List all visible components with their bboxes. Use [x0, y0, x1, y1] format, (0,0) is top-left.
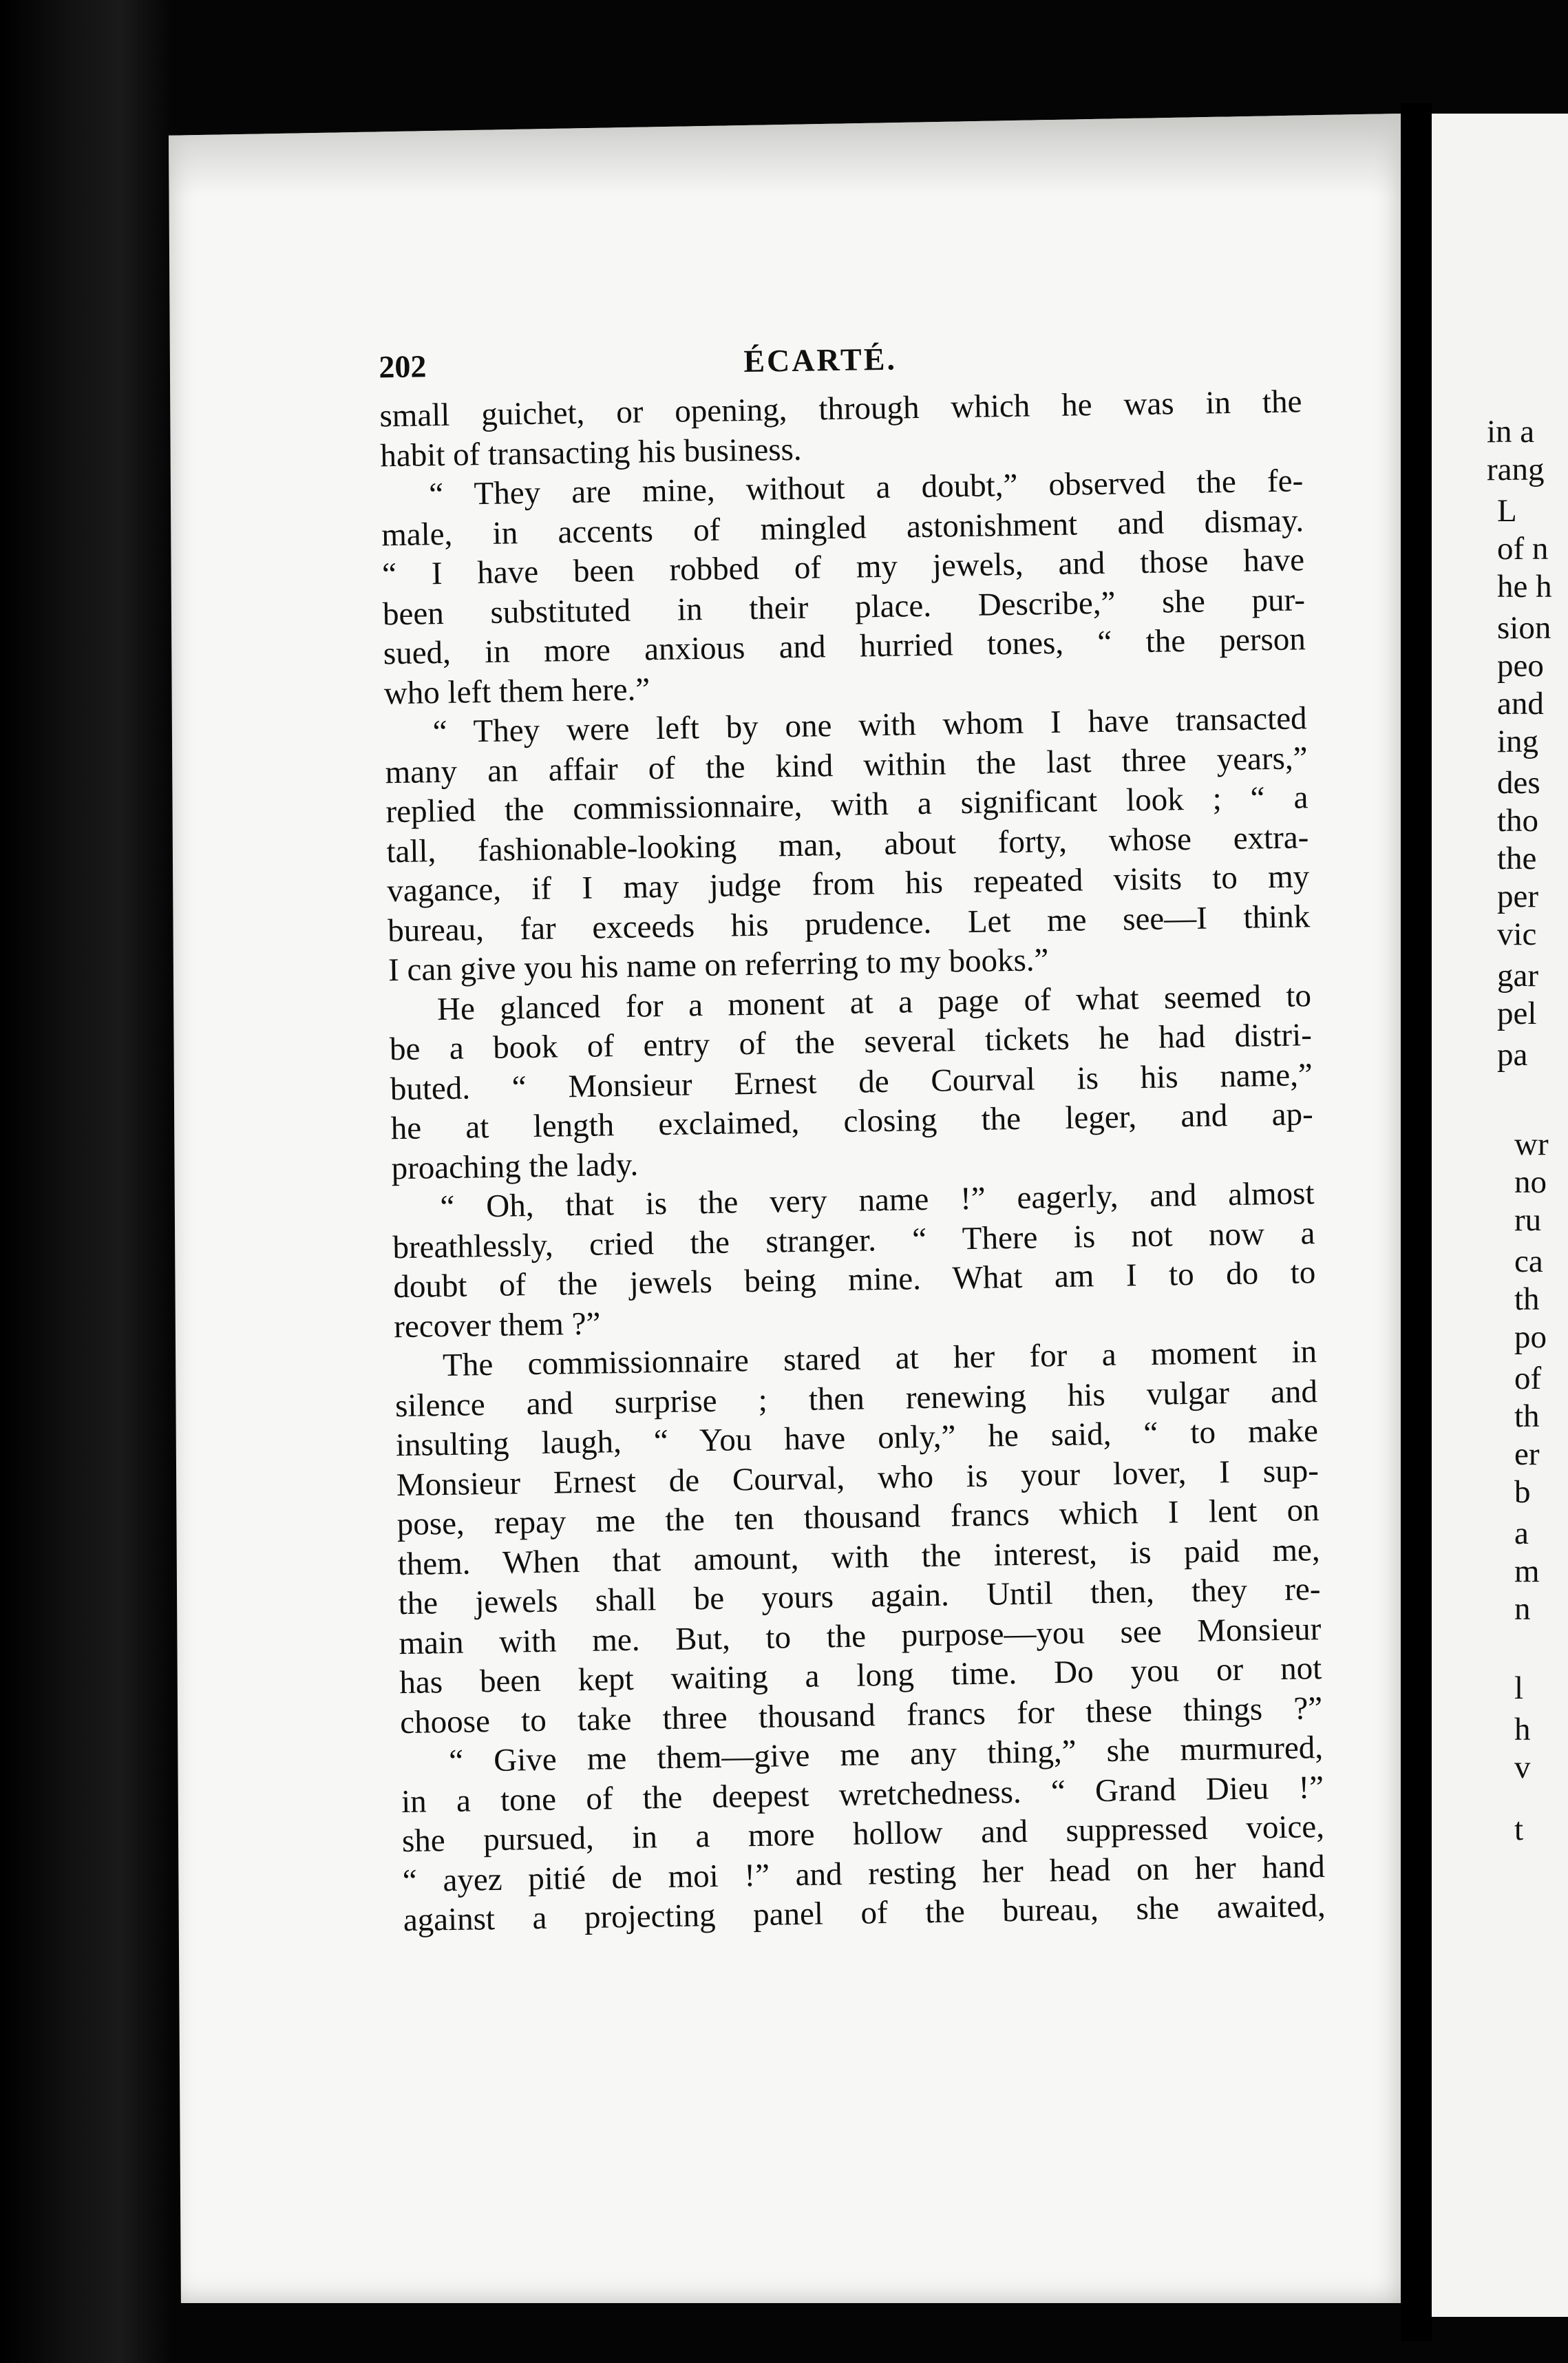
text-line: “ They were left by one with whom I have transacted — [432, 700, 1307, 750]
facing-page-fragment: l — [1514, 1670, 1524, 1706]
text-line: small guichet, or opening, through which he was in the — [379, 384, 1302, 434]
page-number: 202 — [378, 348, 427, 385]
facing-page-fragment: vic — [1497, 916, 1537, 952]
facing-page-fragment: of — [1514, 1361, 1542, 1396]
facing-page-fragment: v — [1514, 1750, 1531, 1785]
text-line: He glanced for a monent at a page of what seemed to — [436, 977, 1312, 1027]
facing-page-fragment: h — [1514, 1712, 1531, 1747]
facing-page-fragment: L — [1497, 493, 1517, 529]
text-line: vagance, if I may judge from his repeated visits to my — [386, 859, 1310, 910]
text-line: “ ayez pitié de moi !” and resting her head on her hand — [402, 1848, 1326, 1899]
facing-page-fragment: in a — [1487, 414, 1535, 450]
facing-page-fragment: po — [1514, 1319, 1547, 1355]
text-line: “ I have been robbed of my jewels, and those have — [381, 542, 1305, 593]
text-line: in a tone of the deepest wretchedness. “ Grand Dieu !” — [401, 1769, 1324, 1820]
facing-page-fragment: peo — [1497, 648, 1544, 684]
facing-page-fragment: wr — [1514, 1126, 1549, 1162]
facing-page-fragment: n — [1514, 1591, 1531, 1627]
text-line: breathlessly, cried the stranger. “ There is not now a — [392, 1215, 1315, 1265]
facing-page-fragment: he h — [1497, 569, 1552, 605]
facing-page-fragment: pa — [1497, 1037, 1528, 1073]
running-head: ÉCARTÉ. — [743, 341, 898, 379]
facing-page-fragment: rang — [1487, 452, 1545, 487]
facing-page-fragment: ca — [1514, 1243, 1543, 1279]
text-line: who left them here.” — [383, 671, 650, 711]
text-line: silence and surprise ; then renewing his vulgar and — [394, 1373, 1318, 1424]
body-text — [221, 382, 1326, 1943]
text-line: doubt of the jewels being mine. What am I to do to — [392, 1254, 1316, 1305]
facing-page-fragment: tho — [1497, 803, 1539, 839]
facing-page-fragment: th — [1514, 1398, 1540, 1434]
facing-page-fragment: ing — [1497, 724, 1539, 759]
text-line: main with me. But, to the purpose—you see Monsieur — [399, 1610, 1322, 1661]
text-line: habit of transacting his business. — [380, 431, 802, 474]
text-line: pose, repay me the ten thousand francs which I lent on — [396, 1492, 1320, 1543]
text-line: against a projecting panel of the bureau, she awaited, — [403, 1888, 1326, 1939]
facing-page-fragment: ru — [1514, 1202, 1542, 1238]
facing-page-fragment: a — [1514, 1515, 1529, 1551]
facing-page-fragment: sion — [1497, 610, 1551, 646]
facing-page-fragment: and — [1497, 686, 1544, 722]
page-text — [220, 334, 1326, 1943]
text-line: “ Give me them—give me any thing,” she murmured, — [448, 1730, 1324, 1780]
text-line: be a book of entry of the several tickets he had distri- — [389, 1017, 1313, 1068]
facing-page-fragment: b — [1514, 1474, 1531, 1510]
text-line: proaching the lady. — [391, 1146, 639, 1186]
text-line: Monsieur Ernest de Courval, who is your lover, I sup- — [396, 1452, 1320, 1503]
facing-page-fragment: m — [1514, 1553, 1540, 1589]
text-line: “ They are mine, without a doubt,” observed the fe- — [428, 463, 1304, 513]
facing-page-fragment: des — [1497, 765, 1540, 801]
text-line: the jewels shall be yours again. Until then, they re- — [398, 1571, 1321, 1622]
text-line: he at length exclaimed, closing the leger, and ap- — [390, 1096, 1314, 1147]
facing-page-fragment: of n — [1497, 531, 1549, 567]
facing-page-fragment: t — [1514, 1811, 1524, 1847]
text-line: tall, fashionable-looking man, about forty, whose extra- — [386, 819, 1309, 870]
text-line: replied the commissionnaire, with a significant look ; “ a — [385, 779, 1309, 830]
facing-page-fragment: th — [1514, 1281, 1540, 1317]
facing-page-fragment: per — [1497, 879, 1539, 914]
text-line: them. When that amount, with the interest, is paid me, — [397, 1531, 1320, 1582]
text-line: buted. “ Monsieur Ernest de Courval is his name,” — [390, 1056, 1313, 1107]
text-line: choose to take three thousand francs for these things ?” — [399, 1690, 1323, 1741]
page-gutter — [1401, 103, 1432, 2341]
text-line: male, in accents of mingled astonishment and dismay. — [381, 502, 1304, 553]
text-line: “ Oh, that is the very name !” eagerly, and almost — [440, 1175, 1315, 1226]
text-line: been substituted in their place. Describe,” she pur- — [382, 581, 1306, 632]
text-line: she pursued, in a more hollow and suppressed voice, — [401, 1809, 1325, 1860]
text-line: insulting laugh, “ You have only,” he said, “ to make — [395, 1413, 1319, 1464]
text-line: sued, in more anxious and hurried tones, “ the person — [383, 621, 1306, 672]
book-spine-edge — [0, 0, 172, 2363]
text-line: bureau, far exceeds his prudence. Let me see—I think — [387, 898, 1311, 949]
facing-page-fragment: the — [1497, 841, 1537, 876]
text-line: recover them ?” — [393, 1305, 601, 1345]
facing-page-fragment: no — [1514, 1164, 1547, 1200]
facing-page-fragment: gar — [1497, 958, 1539, 994]
text-line: has been kept waiting a long time. Do you or not — [399, 1650, 1322, 1701]
facing-page-fragment: pel — [1497, 996, 1537, 1031]
facing-page-fragment: er — [1514, 1436, 1540, 1472]
text-line: many an affair of the kind within the last three years,” — [385, 739, 1308, 790]
text-line: I can give you his name on referring to my books.” — [388, 942, 1049, 989]
text-line: The commissionnaire stared at her for a moment in — [442, 1334, 1317, 1384]
